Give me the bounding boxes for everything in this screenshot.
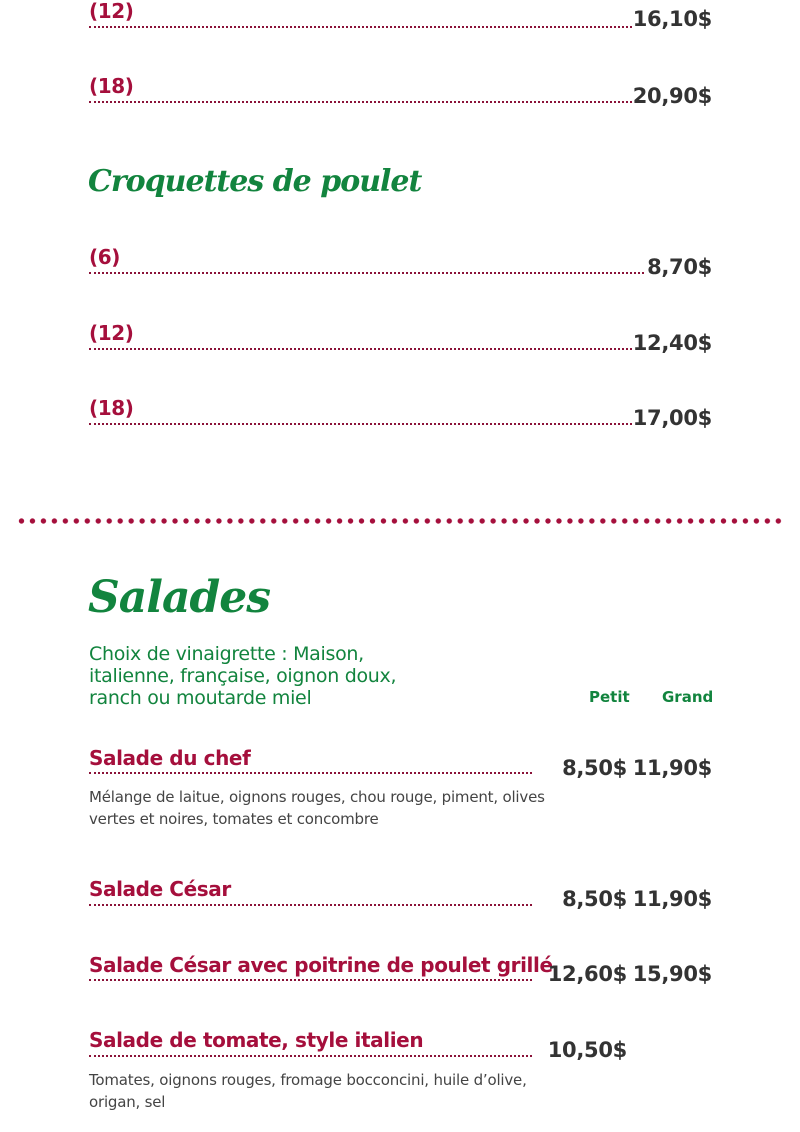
column-header-petit: Petit [589, 688, 630, 706]
dressing-note-line: italienne, française, oignon doux, [89, 665, 397, 687]
description-line: Mélange de laitue, oignons rouges, chou rouge, piment, olives [89, 788, 545, 806]
dotted-leader [89, 904, 532, 906]
item-price-petit: 10,50$ [547, 1038, 627, 1062]
menu-item [89, 746, 712, 780]
item-portion: (12) [89, 321, 134, 345]
menu-item [89, 1028, 712, 1062]
menu-item [89, 396, 712, 430]
item-portion: (18) [89, 396, 134, 420]
dotted-leader [89, 1055, 532, 1057]
item-price-petit: 8,50$ [562, 887, 627, 911]
dressing-note-line: Choix de vinaigrette : Maison, [89, 643, 364, 665]
dotted-leader [89, 772, 532, 774]
dressing-note [89, 643, 449, 709]
item-description [89, 786, 569, 830]
menu-item [89, 0, 712, 33]
item-name: Salade César [89, 877, 231, 901]
dotted-leader [89, 979, 532, 981]
column-header-grand: Grand [662, 688, 714, 706]
item-name: Salade César avec poitrine de poulet grillé [89, 953, 553, 977]
item-portion: (6) [89, 245, 120, 269]
dressing-note-line: ranch ou moutarde miel [89, 687, 312, 709]
item-price: 12,40$ [632, 331, 712, 355]
dotted-leader [89, 348, 632, 350]
item-price: 16,10$ [632, 7, 712, 31]
dotted-leader [89, 26, 632, 28]
description-line: vertes et noires, tomates et concombre [89, 810, 379, 828]
item-price-grand: 11,90$ [632, 887, 712, 911]
section-divider [16, 518, 786, 524]
menu-item [89, 953, 712, 987]
menu-item [89, 877, 712, 911]
menu-item [89, 321, 712, 355]
menu-item [89, 245, 712, 279]
menu-item [89, 74, 712, 108]
item-price-petit: 8,50$ [562, 756, 627, 780]
item-price: 8,70$ [647, 255, 712, 279]
section-title: Salades [88, 572, 271, 623]
dotted-leader [89, 272, 644, 274]
dotted-leader [89, 101, 632, 103]
description-line: Tomates, oignons rouges, fromage bocconcini, huile d’olive, [89, 1071, 527, 1089]
item-portion: (18) [89, 74, 134, 98]
item-name: Salade de tomate, style italien [89, 1028, 424, 1052]
item-price: 17,00$ [632, 406, 712, 430]
item-price-petit: 12,60$ [547, 962, 627, 986]
item-name: Salade du chef [89, 746, 251, 770]
item-portion: (12) [89, 0, 134, 23]
dotted-leader [89, 423, 632, 425]
item-description [89, 1069, 569, 1113]
description-line: origan, sel [89, 1093, 166, 1111]
section-title: Croquettes de poulet [88, 164, 422, 199]
item-price-grand: 15,90$ [632, 962, 712, 986]
item-price: 20,90$ [632, 84, 712, 108]
item-price-grand: 11,90$ [632, 756, 712, 780]
